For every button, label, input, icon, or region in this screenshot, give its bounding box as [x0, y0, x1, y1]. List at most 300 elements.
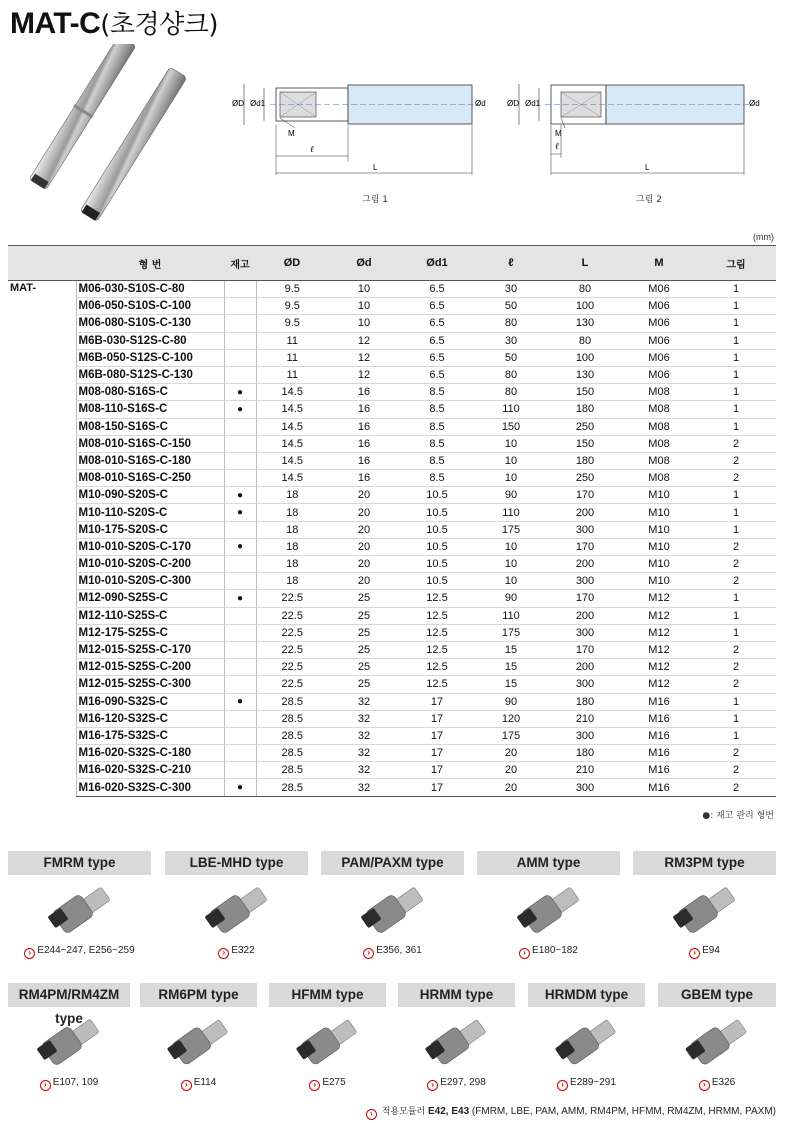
cell-L: 180: [548, 401, 622, 418]
cell-d: 25: [328, 607, 400, 624]
table-row: [8, 470, 776, 487]
ref-arrow-icon: ›: [40, 1080, 51, 1091]
table-row: [8, 779, 776, 796]
catalog-page: E297, 298: [440, 1077, 486, 1088]
cell-fig: 2: [696, 435, 776, 452]
model-prefix: MAT-: [10, 282, 37, 294]
table-row: [8, 573, 776, 590]
cell-stock: ●: [224, 487, 256, 504]
spec-table: [8, 245, 776, 797]
cell-stock: [224, 435, 256, 452]
cell-d: 16: [328, 470, 400, 487]
fig1-label-l: ℓ: [310, 144, 314, 154]
col-d1: Ød1: [400, 246, 474, 281]
cell-D: 9.5: [256, 315, 328, 332]
cell-fig: 1: [696, 504, 776, 521]
cell-M: M16: [622, 762, 696, 779]
table-row: [8, 401, 776, 418]
tool-type-name: RM6PM type: [140, 983, 257, 1007]
cell-model: M10-010-S20S-C-170: [76, 538, 224, 555]
cell-d: 32: [328, 779, 400, 796]
cell-model: M08-010-S16S-C-180: [76, 452, 224, 469]
cell-model: M08-150-S16S-C: [76, 418, 224, 435]
cell-M: M08: [622, 401, 696, 418]
cell-fig: 1: [696, 727, 776, 744]
cell-d: 12: [328, 332, 400, 349]
cell-L: 250: [548, 418, 622, 435]
cell-d: 20: [328, 521, 400, 538]
cell-d1: 12.5: [400, 641, 474, 658]
cell-l: 15: [474, 676, 548, 693]
cell-stock: ●: [224, 693, 256, 710]
catalog-reference: [8, 1077, 130, 1091]
cell-stock: [224, 349, 256, 366]
table-row: [8, 298, 776, 315]
catalog-reference: [477, 945, 620, 959]
cell-l: 90: [474, 693, 548, 710]
cell-fig: 1: [696, 521, 776, 538]
cell-M: M10: [622, 487, 696, 504]
cell-model: M06-030-S10S-C-80: [76, 281, 224, 298]
cell-stock: ●: [224, 590, 256, 607]
cell-d: 25: [328, 590, 400, 607]
cell-M: M06: [622, 298, 696, 315]
cell-model: M6B-030-S12S-C-80: [76, 332, 224, 349]
unit-label: (mm): [753, 232, 774, 242]
ref-arrow-icon: ›: [557, 1080, 568, 1091]
cell-M: M10: [622, 556, 696, 573]
ref-arrow-icon: ›: [519, 948, 530, 959]
cell-d: 25: [328, 676, 400, 693]
tool-type-name: FMRM type: [8, 851, 151, 875]
cell-L: 130: [548, 366, 622, 383]
fig1-label-L: L: [373, 163, 378, 172]
cell-stock: [224, 366, 256, 383]
table-row: [8, 452, 776, 469]
tool-type-name: HFMM type: [269, 983, 386, 1007]
cell-l: 10: [474, 452, 548, 469]
cell-L: 300: [548, 573, 622, 590]
tool-type-name: HRMM type: [398, 983, 515, 1007]
cell-M: M12: [622, 624, 696, 641]
shank-photo: [30, 44, 220, 234]
cell-stock: [224, 521, 256, 538]
cell-d1: 8.5: [400, 384, 474, 401]
col-M: M: [622, 246, 696, 281]
cell-fig: 1: [696, 401, 776, 418]
table-row: [8, 281, 776, 298]
cell-d1: 8.5: [400, 452, 474, 469]
cell-D: 28.5: [256, 710, 328, 727]
footer-list: (FMRM, LBE, PAM, AMM, RM4PM, HFMM, RM4ZM, HRMM, PAXM): [471, 1106, 776, 1117]
cell-d1: 10.5: [400, 504, 474, 521]
cell-M: M06: [622, 332, 696, 349]
tool-type-name: HRMDM type: [528, 983, 645, 1007]
table-row: [8, 762, 776, 779]
cell-stock: [224, 676, 256, 693]
cell-d1: 8.5: [400, 401, 474, 418]
tool-type-card: [321, 851, 464, 959]
tool-type-name: AMM type: [477, 851, 620, 875]
cell-model: M12-015-S25S-C-300: [76, 676, 224, 693]
cell-l: 30: [474, 281, 548, 298]
cell-d1: 17: [400, 745, 474, 762]
cell-L: 200: [548, 659, 622, 676]
cell-d1: 8.5: [400, 470, 474, 487]
cell-L: 300: [548, 521, 622, 538]
cell-model: M08-110-S16S-C: [76, 401, 224, 418]
tool-image: [8, 875, 151, 943]
cell-fig: 1: [696, 315, 776, 332]
cell-M: M06: [622, 366, 696, 383]
cell-d: 20: [328, 573, 400, 590]
cell-L: 180: [548, 693, 622, 710]
tool-image: [165, 875, 308, 943]
cell-M: M12: [622, 641, 696, 658]
cell-L: 100: [548, 349, 622, 366]
cell-d1: 12.5: [400, 676, 474, 693]
tool-image: [269, 1007, 386, 1075]
fig2-label-d: Ød: [749, 99, 760, 108]
cell-L: 80: [548, 281, 622, 298]
table-row: [8, 435, 776, 452]
cell-stock: [224, 452, 256, 469]
cell-D: 28.5: [256, 779, 328, 796]
cell-d: 20: [328, 556, 400, 573]
cell-d: 16: [328, 418, 400, 435]
cell-L: 210: [548, 762, 622, 779]
cell-fig: 1: [696, 281, 776, 298]
catalog-reference: [321, 945, 464, 959]
cell-L: 200: [548, 504, 622, 521]
catalog-page: E114: [193, 1077, 217, 1088]
tool-image: [398, 1007, 515, 1075]
cell-stock: [224, 762, 256, 779]
fig2-label-M: M: [555, 129, 562, 138]
tool-type-card: [633, 851, 776, 959]
cell-d1: 6.5: [400, 281, 474, 298]
footer-pages: E42, E43: [427, 1106, 470, 1117]
cell-fig: 1: [696, 298, 776, 315]
cell-M: M16: [622, 710, 696, 727]
catalog-reference: [398, 1077, 515, 1091]
cell-d1: 10.5: [400, 521, 474, 538]
cell-M: M06: [622, 315, 696, 332]
cell-M: M08: [622, 418, 696, 435]
cell-L: 200: [548, 607, 622, 624]
cell-D: 11: [256, 366, 328, 383]
cell-d1: 17: [400, 710, 474, 727]
cell-M: M10: [622, 504, 696, 521]
ref-arrow-icon: ›: [309, 1080, 320, 1091]
cell-stock: ●: [224, 779, 256, 796]
catalog-page: E356, 361: [376, 945, 422, 956]
fig2-label-L: L: [645, 163, 650, 172]
fig1-label-M: M: [288, 129, 295, 138]
catalog-page: E244~247, E256~259: [37, 945, 135, 956]
cell-l: 50: [474, 298, 548, 315]
cell-d: 20: [328, 504, 400, 521]
cell-d1: 12.5: [400, 659, 474, 676]
title-sub: (초경샹크): [100, 10, 219, 40]
drawing-fig2: [505, 70, 770, 195]
ref-arrow-icon: ›: [181, 1080, 192, 1091]
ref-arrow-icon: ›: [427, 1080, 438, 1091]
cell-d: 32: [328, 710, 400, 727]
cell-l: 15: [474, 641, 548, 658]
table-row: [8, 521, 776, 538]
cell-D: 22.5: [256, 624, 328, 641]
tool-image: [528, 1007, 645, 1075]
cell-model: M12-090-S25S-C: [76, 590, 224, 607]
ref-arrow-icon: ›: [699, 1080, 710, 1091]
cell-l: 90: [474, 487, 548, 504]
cell-d1: 10.5: [400, 538, 474, 555]
catalog-reference: [269, 1077, 386, 1091]
cell-l: 150: [474, 418, 548, 435]
cell-L: 150: [548, 384, 622, 401]
cell-model: M16-020-S32S-C-210: [76, 762, 224, 779]
cell-model: M12-015-S25S-C-170: [76, 641, 224, 658]
tool-type-card: [8, 851, 151, 959]
cell-M: M12: [622, 659, 696, 676]
cell-l: 30: [474, 332, 548, 349]
cell-fig: 2: [696, 641, 776, 658]
tool-type-name: RM4PM/RM4ZM type: [8, 983, 130, 1007]
col-model: 형 번: [76, 246, 224, 281]
table-row: [8, 384, 776, 401]
cell-d: 20: [328, 487, 400, 504]
cell-D: 18: [256, 538, 328, 555]
cell-M: M10: [622, 521, 696, 538]
catalog-page: E107, 109: [52, 1077, 99, 1088]
cell-D: 14.5: [256, 452, 328, 469]
cell-d1: 8.5: [400, 418, 474, 435]
ref-arrow-icon: ›: [689, 948, 700, 959]
table-row: [8, 727, 776, 744]
catalog-page: E180~182: [532, 945, 578, 956]
cell-d1: 6.5: [400, 315, 474, 332]
cell-model: M12-015-S25S-C-200: [76, 659, 224, 676]
cell-d1: 17: [400, 727, 474, 744]
catalog-page: E275: [322, 1077, 346, 1088]
table-row: [8, 676, 776, 693]
cell-d1: 10.5: [400, 556, 474, 573]
cell-model: M08-010-S16S-C-250: [76, 470, 224, 487]
cell-stock: [224, 418, 256, 435]
fig1-label-D: ØD: [232, 99, 244, 108]
tool-image: [321, 875, 464, 943]
cell-d1: 17: [400, 693, 474, 710]
cell-l: 10: [474, 435, 548, 452]
cell-l: 175: [474, 521, 548, 538]
cell-L: 170: [548, 487, 622, 504]
cell-stock: [224, 727, 256, 744]
cell-fig: 1: [696, 418, 776, 435]
cell-model: M12-110-S25S-C: [76, 607, 224, 624]
cell-fig: 2: [696, 659, 776, 676]
cell-D: 14.5: [256, 418, 328, 435]
cell-fig: 1: [696, 332, 776, 349]
cell-d1: 6.5: [400, 298, 474, 315]
cell-fig: 2: [696, 556, 776, 573]
cell-fig: 2: [696, 779, 776, 796]
cell-d1: 6.5: [400, 366, 474, 383]
cell-stock: [224, 315, 256, 332]
cell-stock: [224, 573, 256, 590]
cell-l: 20: [474, 762, 548, 779]
cell-D: 22.5: [256, 607, 328, 624]
cell-model: M6B-050-S12S-C-100: [76, 349, 224, 366]
cell-M: M10: [622, 573, 696, 590]
cell-d: 25: [328, 641, 400, 658]
catalog-page: E289~291: [570, 1077, 616, 1088]
cell-stock: [224, 332, 256, 349]
cell-stock: ●: [224, 504, 256, 521]
cell-d: 32: [328, 762, 400, 779]
cell-model: M06-080-S10S-C-130: [76, 315, 224, 332]
cell-stock: [224, 745, 256, 762]
cell-l: 50: [474, 349, 548, 366]
cell-d1: 6.5: [400, 332, 474, 349]
cell-d1: 17: [400, 779, 474, 796]
cell-model: M12-175-S25S-C: [76, 624, 224, 641]
cell-model: M16-020-S32S-C-300: [76, 779, 224, 796]
tool-type-card: [528, 983, 645, 1091]
cell-D: 14.5: [256, 435, 328, 452]
table-row: [8, 332, 776, 349]
ref-arrow-icon: ›: [24, 948, 35, 959]
cell-fig: 1: [696, 487, 776, 504]
cell-l: 120: [474, 710, 548, 727]
cell-l: 20: [474, 779, 548, 796]
cell-D: 28.5: [256, 727, 328, 744]
catalog-reference: [8, 945, 151, 959]
cell-d: 12: [328, 349, 400, 366]
spec-table-header: [8, 246, 776, 281]
cell-fig: 2: [696, 676, 776, 693]
tool-type-card: [398, 983, 515, 1091]
tool-type-name: PAM/PAXM type: [321, 851, 464, 875]
cell-D: 28.5: [256, 693, 328, 710]
footer-label: 적용모듈러: [381, 1107, 426, 1117]
cell-M: M08: [622, 435, 696, 452]
cell-M: M08: [622, 452, 696, 469]
cell-stock: [224, 298, 256, 315]
ref-arrow-icon: ›: [366, 1109, 377, 1120]
cell-D: 28.5: [256, 762, 328, 779]
catalog-page: E322: [231, 945, 255, 956]
cell-D: 18: [256, 556, 328, 573]
cell-L: 200: [548, 556, 622, 573]
catalog-reference: [633, 945, 776, 959]
cell-D: 22.5: [256, 590, 328, 607]
cell-d1: 17: [400, 762, 474, 779]
tool-type-card: [165, 851, 308, 959]
table-row: [8, 624, 776, 641]
cell-M: M08: [622, 384, 696, 401]
cell-d1: 6.5: [400, 349, 474, 366]
catalog-reference: [658, 1077, 776, 1091]
cell-L: 250: [548, 470, 622, 487]
cell-d: 10: [328, 281, 400, 298]
cell-d1: 10.5: [400, 487, 474, 504]
cell-M: M08: [622, 470, 696, 487]
col-d: Ød: [328, 246, 400, 281]
fig2-caption: 그림 2: [636, 195, 662, 205]
cell-M: M06: [622, 349, 696, 366]
cell-D: 9.5: [256, 281, 328, 298]
cell-model: M16-120-S32S-C: [76, 710, 224, 727]
cell-D: 22.5: [256, 641, 328, 658]
table-row: [8, 745, 776, 762]
title-main: MAT-C: [10, 7, 101, 40]
stock-legend: ●: 재고 관리 형번: [702, 811, 774, 821]
catalog-reference: [165, 945, 308, 959]
page-title: [10, 4, 218, 41]
cell-L: 100: [548, 298, 622, 315]
cell-l: 10: [474, 538, 548, 555]
tool-type-card: [477, 851, 620, 959]
cell-d: 10: [328, 315, 400, 332]
cell-l: 10: [474, 573, 548, 590]
cell-l: 80: [474, 366, 548, 383]
cell-D: 14.5: [256, 470, 328, 487]
cell-D: 18: [256, 487, 328, 504]
tool-type-card: [140, 983, 257, 1091]
applicable-modular-note: [366, 1104, 776, 1120]
cell-stock: [224, 607, 256, 624]
cell-M: M16: [622, 693, 696, 710]
cell-d: 16: [328, 435, 400, 452]
cell-stock: [224, 659, 256, 676]
cell-fig: 1: [696, 607, 776, 624]
cell-d1: 8.5: [400, 435, 474, 452]
cell-D: 18: [256, 521, 328, 538]
catalog-reference: [140, 1077, 257, 1091]
tool-type-card: [8, 983, 130, 1091]
cell-fig: 1: [696, 590, 776, 607]
cell-l: 80: [474, 315, 548, 332]
cell-d1: 12.5: [400, 607, 474, 624]
cell-d: 16: [328, 384, 400, 401]
cell-d: 25: [328, 659, 400, 676]
cell-L: 300: [548, 779, 622, 796]
cell-stock: ●: [224, 538, 256, 555]
cell-L: 170: [548, 590, 622, 607]
fig2-label-D: ØD: [507, 99, 519, 108]
table-row: [8, 418, 776, 435]
tool-type-card: [658, 983, 776, 1091]
cell-l: 175: [474, 727, 548, 744]
cell-d: 25: [328, 624, 400, 641]
tool-type-name: LBE-MHD type: [165, 851, 308, 875]
fig1-caption: 그림 1: [362, 195, 388, 205]
cell-model: M08-080-S16S-C: [76, 384, 224, 401]
cell-fig: 2: [696, 538, 776, 555]
col-fig: 그림: [696, 246, 776, 281]
cell-D: 18: [256, 504, 328, 521]
catalog-page: E94: [702, 945, 720, 956]
cell-model: M16-175-S32S-C: [76, 727, 224, 744]
table-row: [8, 504, 776, 521]
cell-L: 150: [548, 435, 622, 452]
table-row: [8, 538, 776, 555]
cell-d: 20: [328, 538, 400, 555]
cell-fig: 2: [696, 745, 776, 762]
cell-model: M10-010-S20S-C-200: [76, 556, 224, 573]
cell-l: 110: [474, 504, 548, 521]
